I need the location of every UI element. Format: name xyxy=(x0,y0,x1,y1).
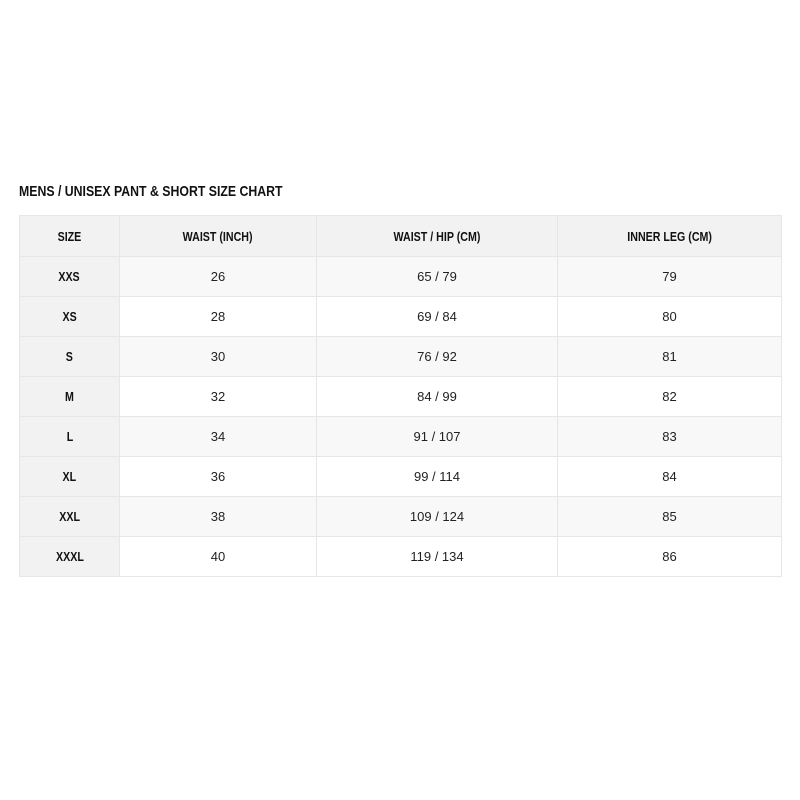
waist-hip-cell: 119 / 134 xyxy=(317,537,558,577)
table-row xyxy=(20,297,782,337)
waist-hip-cell: 109 / 124 xyxy=(317,497,558,537)
table-row xyxy=(20,337,782,377)
header-inner-leg-cm: INNER LEG (CM) xyxy=(558,216,782,257)
waist-inch-cell: 30 xyxy=(120,337,317,377)
table-row xyxy=(20,417,782,457)
waist-hip-cell: 84 / 99 xyxy=(317,377,558,417)
table-header-row xyxy=(20,216,782,257)
waist-inch-cell: 28 xyxy=(120,297,317,337)
waist-hip-cell: 91 / 107 xyxy=(317,417,558,457)
header-waist-hip-cm: WAIST / HIP (CM) xyxy=(317,216,558,257)
size-cell: XXS xyxy=(20,257,120,297)
inner-leg-cell: 86 xyxy=(558,537,782,577)
waist-hip-cell: 69 / 84 xyxy=(317,297,558,337)
size-cell: XL xyxy=(20,457,120,497)
table-row xyxy=(20,377,782,417)
waist-inch-cell: 26 xyxy=(120,257,317,297)
inner-leg-cell: 84 xyxy=(558,457,782,497)
table-row xyxy=(20,537,782,577)
inner-leg-cell: 81 xyxy=(558,337,782,377)
waist-inch-cell: 34 xyxy=(120,417,317,457)
size-cell: XXL xyxy=(20,497,120,537)
waist-inch-cell: 32 xyxy=(120,377,317,417)
size-cell: XXXL xyxy=(20,537,120,577)
size-cell: S xyxy=(20,337,120,377)
size-cell: XS xyxy=(20,297,120,337)
waist-hip-cell: 65 / 79 xyxy=(317,257,558,297)
header-waist-inch: WAIST (INCH) xyxy=(120,216,317,257)
table-row xyxy=(20,257,782,297)
header-size: SIZE xyxy=(20,216,120,257)
waist-inch-cell: 40 xyxy=(120,537,317,577)
table-row xyxy=(20,457,782,497)
waist-inch-cell: 38 xyxy=(120,497,317,537)
inner-leg-cell: 83 xyxy=(558,417,782,457)
waist-inch-cell: 36 xyxy=(120,457,317,497)
size-chart-table xyxy=(19,215,782,577)
inner-leg-cell: 85 xyxy=(558,497,782,537)
waist-hip-cell: 76 / 92 xyxy=(317,337,558,377)
size-cell: L xyxy=(20,417,120,457)
size-cell: M xyxy=(20,377,120,417)
inner-leg-cell: 80 xyxy=(558,297,782,337)
inner-leg-cell: 82 xyxy=(558,377,782,417)
page-title: MENS / UNISEX PANT & SHORT SIZE CHART xyxy=(19,183,283,200)
table-row xyxy=(20,497,782,537)
inner-leg-cell: 79 xyxy=(558,257,782,297)
waist-hip-cell: 99 / 114 xyxy=(317,457,558,497)
